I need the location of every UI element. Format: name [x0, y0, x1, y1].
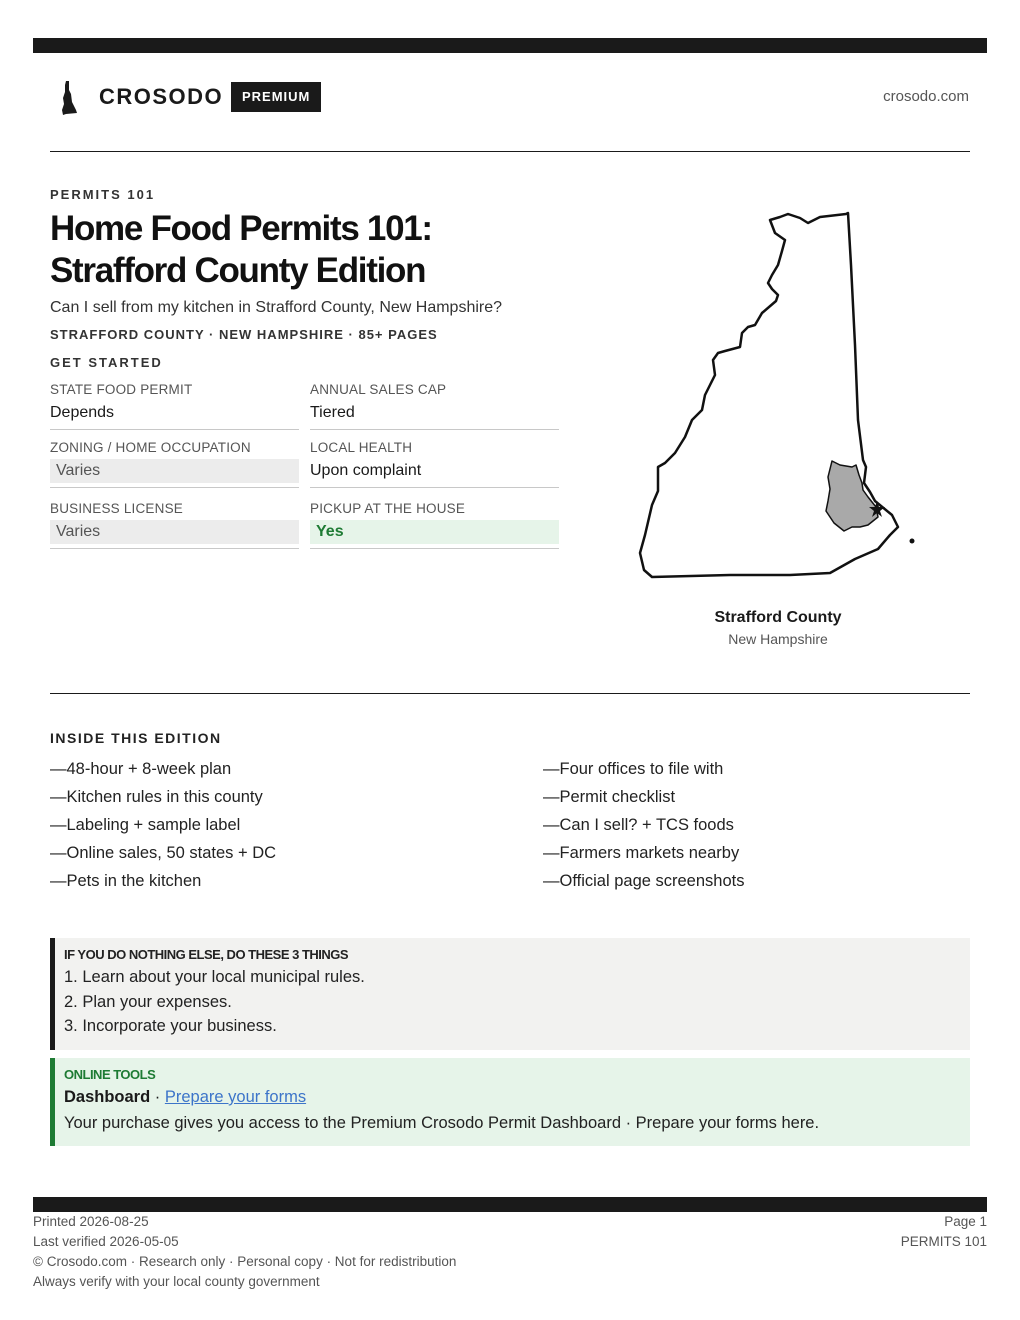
- toc-item: —Official page screenshots: [543, 872, 745, 890]
- fact-state-food-permit: [50, 382, 299, 430]
- online-tools-heading: ONLINE TOOLS: [64, 1067, 156, 1082]
- edition-meta: STRAFFORD COUNTY · NEW HAMPSHIRE · 85+ PAGES: [50, 327, 438, 342]
- verify-note: Always verify with your local county government: [33, 1274, 320, 1289]
- fact-divider: [310, 487, 559, 488]
- fact-value: Yes: [310, 520, 559, 544]
- fact-divider: [50, 429, 299, 430]
- brand-name[interactable]: CROSODO: [99, 84, 224, 109]
- title-line-1: Home Food Permits 101:: [50, 209, 432, 248]
- eyebrow: PERMITS 101: [50, 187, 156, 202]
- map-county-name: Strafford County: [714, 609, 842, 626]
- toc-item: —Can I sell? + TCS foods: [543, 816, 734, 834]
- fact-label: PICKUP AT THE HOUSE: [310, 501, 466, 516]
- fact-label: STATE FOOD PERMIT: [50, 382, 193, 397]
- do-three-box: [50, 938, 970, 1050]
- section-divider: [50, 693, 970, 694]
- fact-label: ZONING / HOME OCCUPATION: [50, 440, 251, 455]
- do-three-item: 3. Incorporate your business.: [64, 1017, 277, 1035]
- prepare-forms-link[interactable]: Prepare your forms: [164, 1088, 307, 1106]
- printed-date: Printed 2026-08-25: [33, 1214, 149, 1229]
- footer-bar: [33, 1197, 987, 1212]
- fact-local-health: [310, 440, 559, 488]
- page-number: Page 1: [944, 1214, 987, 1229]
- inside-heading: INSIDE THIS EDITION: [50, 730, 222, 746]
- fact-label: ANNUAL SALES CAP: [310, 382, 447, 397]
- toc-item: —48-hour + 8-week plan: [50, 760, 232, 778]
- get-started-heading: GET STARTED: [50, 355, 163, 370]
- fact-label: LOCAL HEALTH: [310, 440, 413, 455]
- footer-section: PERMITS 101: [900, 1234, 987, 1249]
- header-divider: [50, 151, 970, 152]
- nh-state-logo-icon: [58, 80, 80, 116]
- toc-item: —Pets in the kitchen: [50, 872, 202, 890]
- fact-divider: [310, 429, 559, 430]
- island-dot: [910, 539, 915, 544]
- fact-zoning: [50, 440, 299, 488]
- toc-right: [543, 758, 744, 898]
- fact-pickup: [310, 501, 559, 549]
- subtitle: Can I sell from my kitchen in Strafford County, New Hampshire?: [50, 299, 503, 316]
- copyright: © Crosodo.com · Research only · Personal copy · Not for redistribution: [33, 1254, 457, 1269]
- do-three-item: 2. Plan your expenses.: [64, 992, 232, 1011]
- separator: ·: [150, 1088, 165, 1106]
- toc-item: —Online sales, 50 states + DC: [50, 844, 277, 862]
- toc-item: —Four offices to file with: [543, 760, 724, 778]
- fact-value: Depends: [50, 404, 115, 421]
- site-link[interactable]: crosodo.com: [883, 88, 969, 105]
- online-tools-box: [50, 1058, 970, 1146]
- footer-left: [33, 1213, 456, 1293]
- state-map: [630, 205, 930, 585]
- premium-badge: PREMIUM: [231, 82, 321, 112]
- map-state-name: New Hampshire: [728, 631, 828, 647]
- online-tools-description: Your purchase gives you access to the Premium Crosodo Permit Dashboard · Prepare your forms here.: [64, 1114, 820, 1132]
- top-bar: [33, 38, 987, 53]
- fact-divider: [310, 548, 559, 549]
- fact-value: Tiered: [310, 404, 355, 421]
- fact-divider: [50, 548, 299, 549]
- title-line-2: Strafford County Edition: [50, 251, 426, 290]
- footer-right: [901, 1213, 987, 1253]
- dashboard-label: Dashboard: [64, 1088, 151, 1106]
- fact-label: BUSINESS LICENSE: [50, 501, 183, 516]
- verified-date: Last verified 2026-05-05: [33, 1234, 179, 1249]
- toc-item: —Farmers markets nearby: [543, 844, 740, 862]
- fact-value: Upon complaint: [310, 462, 422, 479]
- do-three-item: 1. Learn about your local municipal rules.: [64, 968, 365, 986]
- toc-item: —Permit checklist: [543, 788, 676, 806]
- fact-divider: [50, 487, 299, 488]
- do-three-heading: IF YOU DO NOTHING ELSE, DO THESE 3 THINGS: [64, 947, 349, 962]
- toc-item: —Labeling + sample label: [50, 816, 241, 834]
- dashboard-row: [64, 1088, 970, 1113]
- toc-item: —Kitchen rules in this county: [50, 788, 263, 806]
- page-title: [50, 208, 432, 292]
- fact-value: Varies: [50, 520, 299, 544]
- toc-left: [50, 758, 276, 898]
- fact-value: Varies: [50, 459, 299, 483]
- fact-business-license: [50, 501, 299, 549]
- fact-annual-sales-cap: [310, 382, 559, 430]
